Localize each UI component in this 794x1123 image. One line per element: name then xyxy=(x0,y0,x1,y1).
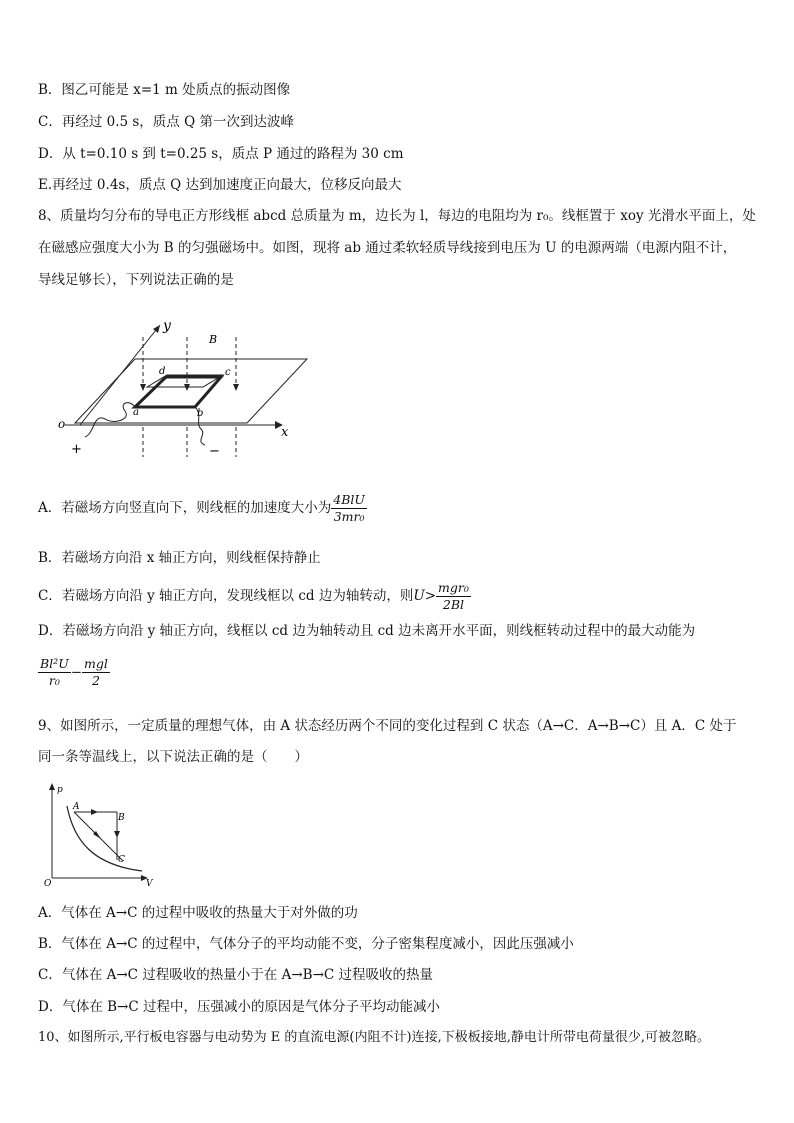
q8-d-frac2-num: mgl xyxy=(84,656,108,671)
q8-label-y: y xyxy=(163,318,171,334)
q8-option-d-formula xyxy=(38,656,110,689)
q9-label-p: p xyxy=(57,785,63,795)
q8-stem-line2: 在磁感应强度大小为 B 的匀强磁场中。如图，现将 ab 通过柔软轻质导线接到电压为 U 的电源两端（电源内阻不计， xyxy=(38,240,737,256)
q9-stem-line2: 同一条等温线上，以下说法正确的是（ ） xyxy=(38,749,308,765)
q8-d-frac1-den: r₀ xyxy=(48,673,60,688)
q7-option-b: B．图乙可能是 x=1 m 处质点的振动图像 xyxy=(38,82,291,98)
q9-option-c: C．气体在 A→C 过程吸收的热量小于在 A→B→C 过程吸收的热量 xyxy=(38,967,434,983)
q8-plane xyxy=(75,359,307,423)
q9-option-d: D．气体在 B→C 过程中，压强减小的原因是气体分子平均动能减小 xyxy=(38,999,440,1015)
q8-d-minus: − xyxy=(70,664,83,681)
q9-label-v: V xyxy=(146,879,153,889)
q7-option-d: D．从 t=0.10 s 到 t=0.25 s，质点 P 通过的路程为 30 cm xyxy=(38,146,404,162)
q8-option-c-text: C．若磁场方向沿 y 轴正方向，发现线框以 cd 边为轴转动，则 xyxy=(38,588,414,604)
q8-d-frac2-den: 2 xyxy=(92,673,100,688)
q8-a-frac-den: 3mr₀ xyxy=(333,509,365,524)
q9-label-c: C xyxy=(118,855,125,865)
q8-label-plus: + xyxy=(71,442,82,457)
q8-figure xyxy=(55,315,315,465)
q8-option-a xyxy=(38,492,367,525)
q8-d-fraction-2 xyxy=(82,656,110,689)
q9-option-a: A．气体在 A→C 的过程中吸收的热量大于对外做的功 xyxy=(38,905,358,921)
q8-label-a: a xyxy=(133,407,139,418)
q9-pv-figure xyxy=(42,780,157,890)
q8-label-d: d xyxy=(159,366,166,377)
q7-option-e: E.再经过 0.4s，质点 Q 达到加速度正向最大，位移反向最大 xyxy=(38,177,402,193)
q8-label-o: o xyxy=(58,417,66,431)
q8-stem-line3: 导线足够长），下列说法正确的是 xyxy=(38,272,234,288)
q8-option-c-fraction xyxy=(436,580,471,613)
q9-option-b: B．气体在 A→C 的过程中，气体分子的平均动能不变，分子密集程度减小，因此压强减小 xyxy=(38,936,574,952)
q8-d-fraction-1 xyxy=(38,656,71,689)
q8-label-minus: − xyxy=(209,444,220,459)
q7-option-c: C．再经过 0.5 s，质点 Q 第一次到达波峰 xyxy=(38,114,294,130)
q8-d-frac1-num: Bl²U xyxy=(40,656,69,671)
q8-a-frac-num: 4BlU xyxy=(333,492,365,507)
q8-option-a-fraction xyxy=(331,492,367,525)
q8-option-c xyxy=(38,580,471,613)
q8-label-x: x xyxy=(281,425,289,440)
q9-label-b: B xyxy=(118,813,125,823)
q8-stem-line1: 8、质量均匀分布的导电正方形线框 abcd 总质量为 m，边长为 l，每边的电阻均为 r₀。线框置于 xoy 光滑水平面上，处 xyxy=(38,208,756,224)
q8-option-d: D．若磁场方向沿 y 轴正方向，线框以 cd 边为轴转动且 cd 边未离开水平面，则线框转动过程中的最大动能为 xyxy=(38,623,696,639)
q8-option-a-text: A．若磁场方向竖直向下，则线框的加速度大小为 xyxy=(38,500,332,516)
q8-c-frac-num: mgr₀ xyxy=(438,580,469,595)
q10-stem-line1: 10、如图所示,平行板电容器与电动势为 E 的直流电源(内阻不计)连接,下极板接地,静电计所带电荷量很少,可被忽略。 xyxy=(38,1030,710,1045)
q9-label-a: A xyxy=(73,802,80,812)
q8-c-frac-den: 2Bl xyxy=(442,597,465,612)
q8-label-B: B xyxy=(209,333,218,346)
q8-label-c: c xyxy=(225,367,231,378)
q8-option-b: B．若磁场方向沿 x 轴正方向，则线框保持静止 xyxy=(38,550,321,566)
q8-label-b: b xyxy=(197,408,204,419)
q9-stem-line1: 9、如图所示，一定质量的理想气体，由 A 状态经历两个不同的变化过程到 C 状态（A→C．A→B→C）且 A．C 处于 xyxy=(38,718,737,734)
q8-wire-left xyxy=(85,403,135,437)
q8-y-axis xyxy=(80,325,160,425)
q8-option-c-ineq: U> xyxy=(413,588,437,604)
q9-label-o: O xyxy=(44,879,52,889)
